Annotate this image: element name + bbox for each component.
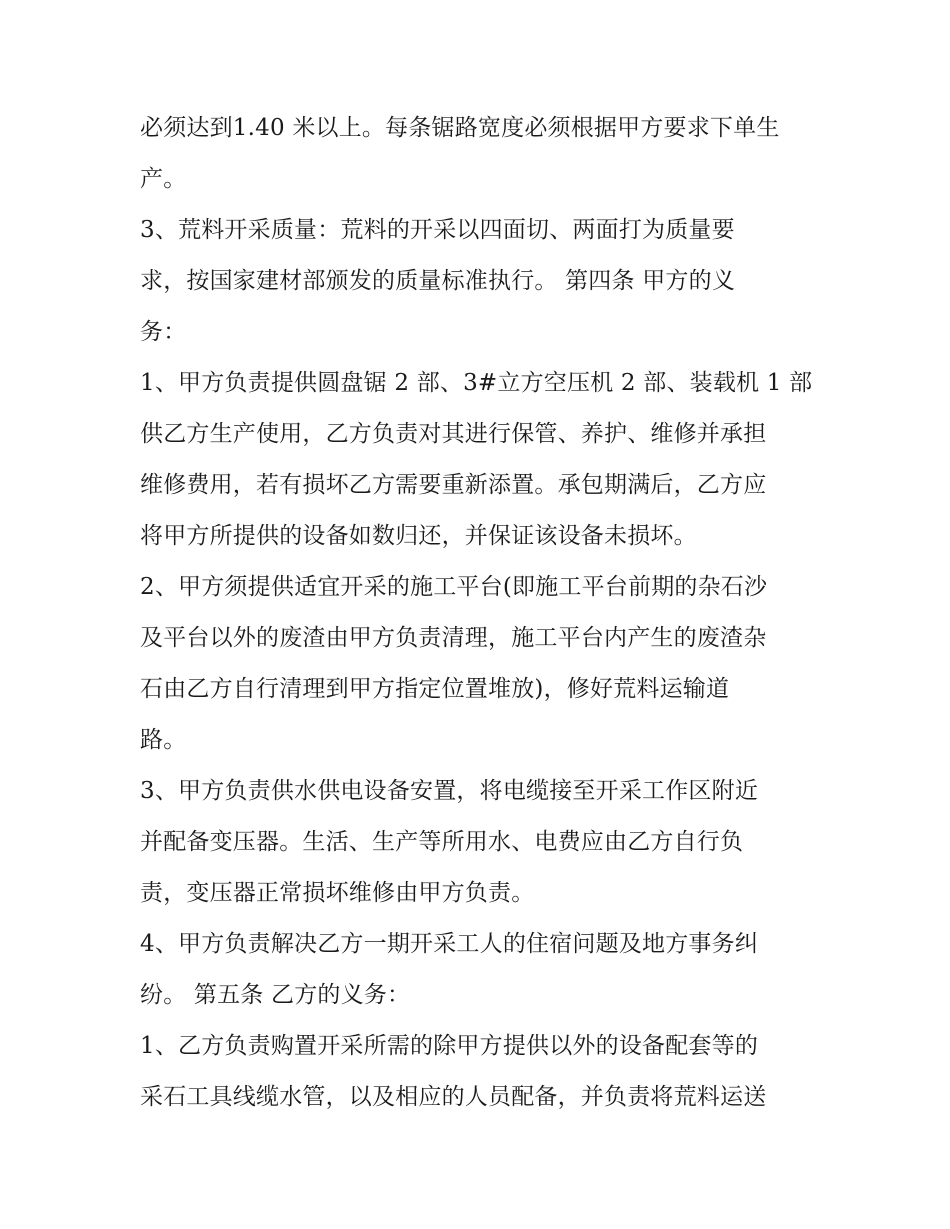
text-line: 并配备变压器。生活、生产等所用水、电费应由乙方自行负 — [140, 829, 744, 855]
text-line: 责，变压器正常损坏维修由甲方负责。 — [140, 880, 535, 906]
text-line: 将甲方所提供的设备如数归还，并保证该设备未损坏。 — [140, 523, 697, 549]
text-line: 石由乙方自行清理到甲方指定位置堆放)，修好荒料运输道 — [140, 676, 730, 702]
text-line: 2、甲方须提供适宜开采的施工平台(即施工平台前期的杂石沙 — [140, 574, 768, 600]
text-line: 4、甲方负责解决乙方一期开采工人的住宿问题及地方事务纠 — [140, 931, 759, 957]
document-body — [140, 103, 820, 1123]
text-line: 供乙方生产使用，乙方负责对其进行保管、养护、维修并承担 — [140, 421, 767, 447]
text-line: 3、荒料开采质量：荒料的开采以四面切、两面打为质量要 — [140, 217, 735, 243]
text-line: 维修费用，若有损坏乙方需要重新添置。承包期满后，乙方应 — [140, 472, 767, 498]
text-line: 1、乙方负责购置开采所需的除甲方提供以外的设备配套等的 — [140, 1033, 759, 1059]
text-line: 产。 — [140, 166, 187, 192]
text-line: 采石工具线缆水管，以及相应的人员配备，并负责将荒料运送 — [140, 1084, 767, 1110]
text-line: 路。 — [140, 727, 187, 753]
text-line: 及平台以外的废渣由甲方负责清理，施工平台内产生的废渣杂 — [140, 625, 767, 651]
text-line: 纷。 第五条 乙方的义务： — [140, 982, 411, 1008]
text-line: 3、甲方负责供水供电设备安置，将电缆接至开采工作区附近 — [140, 778, 759, 804]
text-line: 1、甲方负责提供圆盘锯 2 部、3#立方空压机 2 部、装载机 1 部 — [140, 370, 813, 396]
text-line: 务： — [140, 319, 187, 345]
text-line: 必须达到1.40 米以上。每条锯路宽度必须根据甲方要求下单生 — [140, 115, 780, 141]
text-line: 求，按国家建材部颁发的质量标准执行。 第四条 甲方的义 — [140, 268, 736, 294]
